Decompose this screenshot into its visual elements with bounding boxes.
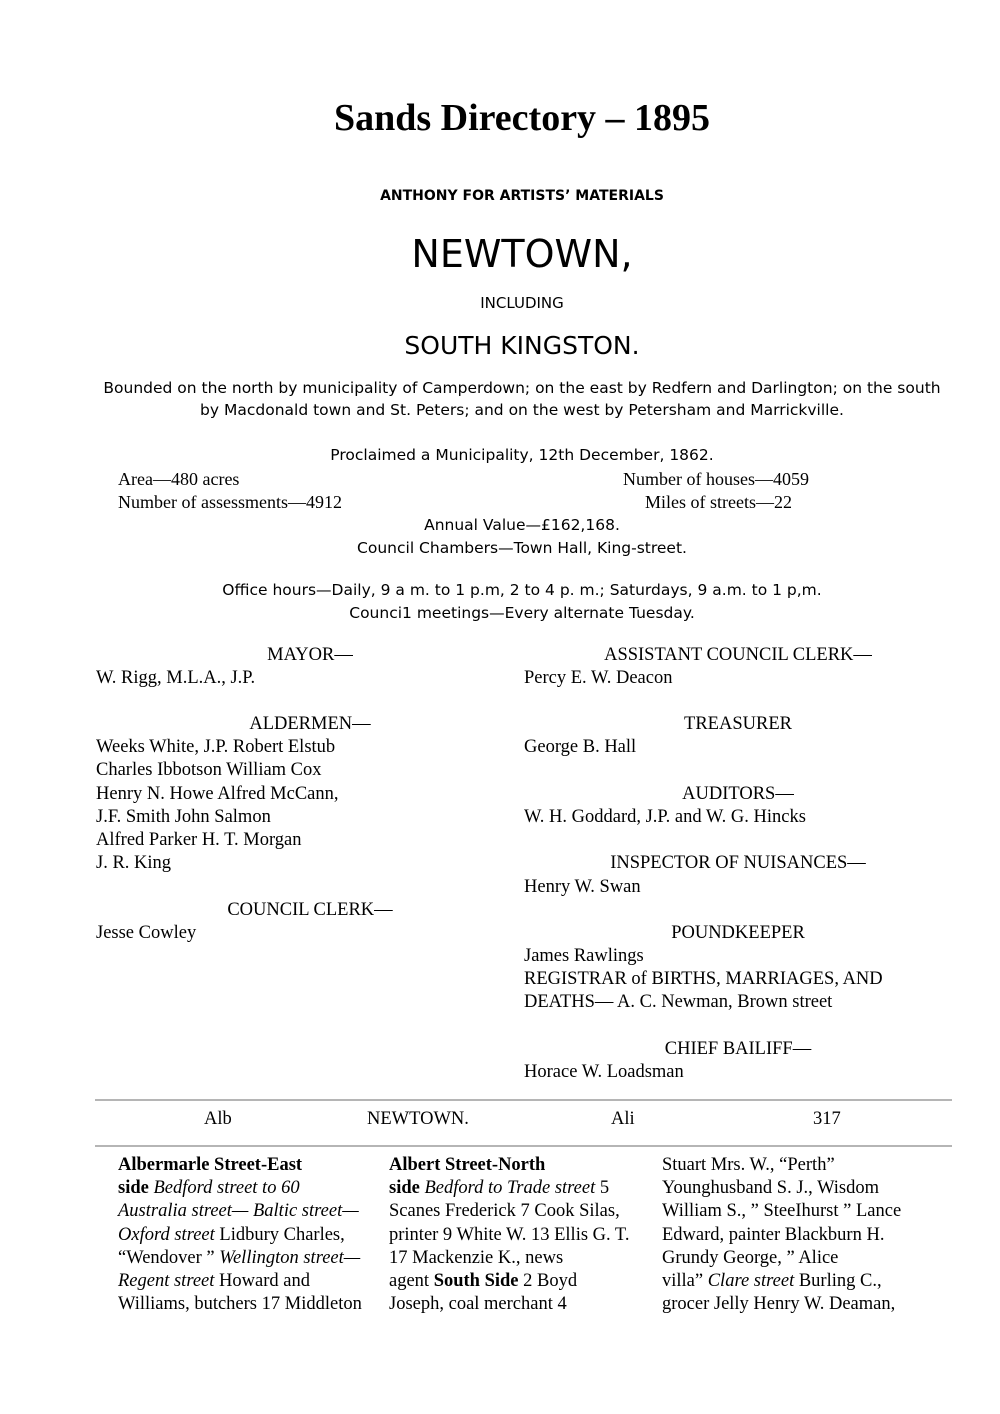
houses-stat: Number of houses—4059 [623, 469, 809, 489]
entry-text: 17 Mackenzie K., news [389, 1247, 564, 1268]
page-number: 317 [813, 1109, 841, 1129]
column-line [389, 1224, 629, 1247]
entry-text: Williams, butchers 17 Middleton [118, 1294, 362, 1315]
aldermen-heading: ALDERMEN— [249, 714, 371, 734]
directory-column-2 [389, 1154, 629, 1316]
treasurer-heading: TREASURER [684, 714, 792, 734]
header-right-word: Ali [611, 1109, 635, 1129]
assistant-clerk-name: Percy E. W. Deacon [524, 668, 673, 688]
office-hours: Office hours—Daily, 9 a m. to 1 p.m, 2 to 4 p. m.; Saturdays, 9 a.m. to 1 p,m. [222, 581, 822, 599]
directory-column-1 [118, 1154, 362, 1316]
street-range: Australia street— Baltic street— [118, 1201, 359, 1222]
entry-text: Grundy George, ” Alice [662, 1247, 839, 1268]
auditors-names: W. H. Goddard, J.P. and W. G. Hincks [524, 807, 806, 827]
street-range: Oxford street [118, 1224, 215, 1245]
assessments-stat: Number of assessments—4912 [118, 492, 342, 512]
registrar-line: DEATHS— A. C. Newman, Brown street [524, 992, 833, 1012]
street-heading: side [389, 1178, 420, 1199]
mayor-name: W. Rigg, M.L.A., J.P. [96, 668, 256, 688]
column-line [389, 1200, 629, 1223]
inspector-heading: INSPECTOR OF NUISANCES— [610, 853, 866, 873]
column-line [662, 1224, 901, 1247]
column-line [389, 1154, 629, 1177]
entry-text: Stuart Mrs. W., “Perth” [662, 1155, 835, 1175]
council-chambers: Council Chambers—Town Hall, King-street. [357, 539, 687, 557]
entry-text: Edward, painter Blackburn H. [662, 1224, 885, 1245]
header-rule-top [95, 1099, 952, 1101]
column-line [118, 1177, 362, 1200]
entry-text: 5 [595, 1178, 610, 1199]
entry-text: Howard and [214, 1271, 310, 1292]
council-clerk-name: Jesse Cowley [96, 923, 197, 943]
alderman-line: Alfred Parker H. T. Morgan [96, 830, 302, 850]
entry-text: William S., ” SteeIhurst ” Lance [662, 1201, 902, 1222]
boundaries-line: by Macdonald town and St. Peters; and on the west by Petersham and Marrickville. [200, 401, 844, 419]
entry-text: Younghusband S. J., Wisdom [662, 1178, 880, 1199]
page-title: Sands Directory – 1895 [333, 97, 711, 139]
column-line [118, 1270, 362, 1293]
entry-text: Joseph, coal merchant 4 [389, 1294, 567, 1315]
poundkeeper-heading: POUNDKEEPER [671, 923, 805, 943]
alderman-line: J. R. King [96, 853, 172, 873]
alderman-line: Charles Ibbotson William Cox [96, 760, 322, 780]
column-line [389, 1247, 629, 1270]
bailiff-name: Horace W. Loadsman [524, 1062, 684, 1082]
entry-text: Lidbury Charles, [214, 1224, 345, 1245]
street-range: Regent street [118, 1271, 215, 1292]
column-line [662, 1200, 901, 1223]
boundaries-paragraph [90, 377, 954, 421]
subtown-heading: SOUTH KINGSTON. [404, 331, 640, 360]
treasurer-name: George B. Hall [524, 737, 637, 757]
entry-text: printer 9 White W. 13 Ellis G. T. [389, 1224, 630, 1245]
advertisement-line: ANTHONY FOR ARTISTS’ MATERIALS [380, 188, 664, 204]
assistant-clerk-heading: ASSISTANT COUNCIL CLERK— [604, 645, 872, 665]
street-heading: Albert Street-North [389, 1155, 546, 1175]
alderman-line: Henry N. Howe Alfred McCann, [96, 784, 339, 804]
side-heading: South Side [433, 1271, 519, 1292]
street-range: Bedford to Trade street [419, 1178, 596, 1199]
column-line [662, 1293, 901, 1316]
including-label: INCLUDING [480, 294, 564, 312]
column-line [662, 1154, 901, 1177]
column-line [389, 1270, 629, 1293]
column-line [118, 1224, 362, 1247]
column-line [118, 1247, 362, 1270]
column-line [118, 1154, 362, 1177]
entry-text: villa” [662, 1271, 708, 1292]
street-heading: side [118, 1178, 149, 1199]
council-clerk-heading: COUNCIL CLERK— [227, 900, 393, 920]
street-range: Wellington street— [219, 1247, 361, 1268]
town-heading: NEWTOWN, [411, 232, 633, 276]
entry-text: Burling C., [794, 1271, 882, 1292]
column-line [662, 1247, 901, 1270]
boundaries-line: Bounded on the north by municipality of Camperdown; on the east by Redfern and Darlington; on the south [103, 379, 941, 397]
registrar-line: REGISTRAR of BIRTHS, MARRIAGES, AND [524, 969, 883, 989]
poundkeeper-name: James Rawlings [524, 946, 644, 966]
miles-stat: Miles of streets—22 [645, 492, 792, 512]
council-meetings: Counci1 meetings—Every alternate Tuesday. [349, 604, 695, 622]
entry-text: agent [389, 1271, 434, 1292]
header-rule-bottom [95, 1145, 952, 1147]
column-line [118, 1293, 362, 1316]
directory-column-3 [662, 1154, 901, 1316]
column-line [118, 1200, 362, 1223]
alderman-line: Weeks White, J.P. Robert Elstub [96, 737, 336, 757]
proclamation-line: Proclaimed a Municipality, 12th December, 1862. [330, 446, 714, 464]
entry-text: “Wendover ” [118, 1247, 220, 1268]
bailiff-heading: CHIEF BAILIFF— [664, 1039, 812, 1059]
area-stat: Area—480 acres [118, 469, 240, 489]
street-range: Bedford street to 60 [148, 1178, 300, 1199]
entry-text: 2 Boyd [518, 1271, 578, 1292]
entry-text: grocer Jelly Henry W. Deaman, [662, 1294, 896, 1315]
entry-text: Scanes Frederick 7 Cook Silas, [389, 1201, 620, 1222]
column-line [389, 1177, 629, 1200]
inspector-name: Henry W. Swan [524, 877, 641, 897]
column-line [662, 1270, 901, 1293]
column-line [662, 1177, 901, 1200]
alderman-line: J.F. Smith John Salmon [96, 807, 271, 827]
street-range: Clare street [707, 1271, 795, 1292]
header-town: NEWTOWN. [367, 1109, 469, 1129]
auditors-heading: AUDITORS— [682, 784, 794, 804]
header-left-word: Alb [204, 1109, 232, 1129]
column-line [389, 1293, 629, 1316]
street-heading: Albermarle Street-East [118, 1155, 303, 1175]
mayor-heading: MAYOR— [267, 645, 353, 665]
annual-value: Annual Value—£162,168. [424, 516, 620, 534]
